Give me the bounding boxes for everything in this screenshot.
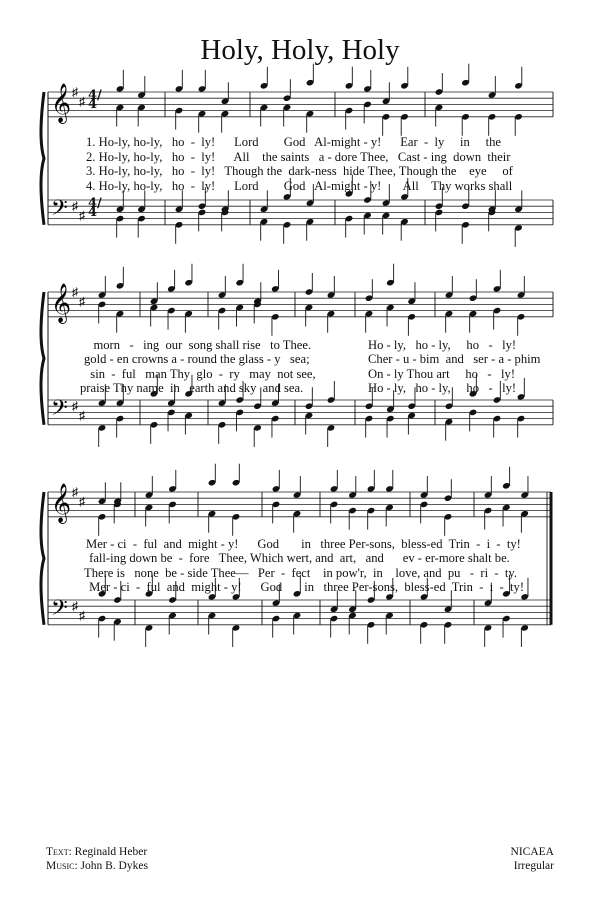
meter: Irregular [513,860,554,872]
sharp-icon: ♯ [72,199,78,214]
lyric-verse-1-line-2: morn - ing our song shall rise to Thee. [84,338,312,352]
lyric-verse-3-line-1: 3. Ho-ly, ho-ly, ho - ly! Though the dark-ness hide Thee, Though the eye of [86,164,513,178]
music-label: Music: [46,860,78,872]
treble-clef: 𝄞 [51,483,72,523]
treble-clef: 𝄞 [51,283,72,323]
sharp-icon: ♯ [79,208,85,223]
time-signature-treble: 4/4 [88,88,102,112]
lyric-verse-3-line-2b: On - ly Thou art ho - ly! [368,367,516,381]
lyric-verse-3-line-2: sin - ful man Thy glo - ry may not see, [84,367,316,381]
lyric-verse-2-line-3: fall-ing down be - fore Thee, Which wert, and art, and ev - er-more shalt be. [86,551,510,565]
lyric-verse-1-line-2b: Ho - ly, ho - ly, ho - ly! [368,338,517,352]
sharp-icon: ♯ [72,85,78,99]
brace [41,292,44,425]
bass-clef: 𝄢 [51,396,68,426]
music-author: John B. Dykes [80,860,148,872]
sharp-icon: ♯ [79,608,85,623]
lyric-verse-4-line-2: praise Thy name in earth and sky and sea. [80,381,304,395]
treble-clef: 𝄞 [51,83,72,123]
lyric-verse-2-line-2b: Cher - u - bim and ser - a - phim [368,352,541,366]
lyric-verse-1-line-3: Mer - ci - ful and might - y! God in three Per-sons, bless-ed Trin - i - ty! [86,537,521,551]
sharp-icon: ♯ [79,294,85,309]
text-label: Text: [46,846,72,858]
lyric-verse-4-line-1: 4. Ho-ly, ho-ly, ho - ly! Lord God Al-might - y! All Thy works shall [86,179,513,193]
bass-clef: 𝄢 [51,596,68,626]
sharp-icon: ♯ [72,485,78,499]
lyric-verse-2-line-1: 2. Ho-ly, ho-ly, ho - ly! All the saints a - dore Thee, Cast - ing down their [86,150,511,164]
text-author: Reginald Heber [74,846,148,858]
text-credit [46,845,147,859]
sharp-icon: ♯ [72,399,78,414]
lyric-verse-4-line-2b: Ho - ly, ho - ly, ho - ly! [368,381,517,395]
sharp-icon: ♯ [72,599,78,614]
hymn-title: Holy, Holy, Holy [200,34,400,66]
lyric-verse-1-line-1: 1. Ho-ly, ho-ly, ho - ly! Lord God Al-might - y! Ear - ly in the [86,135,501,149]
sharp-icon: ♯ [79,494,85,509]
time-signature-bass: 4/4 [88,196,102,220]
sharp-icon: ♯ [79,94,85,109]
brace [41,492,44,625]
bass-clef: 𝄢 [51,196,68,226]
lyric-verse-3-line-3: There is none be - side Thee— Per - fect in pow'r, in love, and pu - ri - ty. [84,566,517,580]
lyric-verse-2-line-2: gold - en crowns a - round the glass - y sea; [84,352,310,366]
music-credit [46,859,148,873]
sharp-icon: ♯ [79,408,85,423]
tune-name: NICAEA [510,846,554,858]
sharp-icon: ♯ [72,285,78,299]
brace [41,92,44,225]
lyric-verse-4-line-3: Mer - ci - ful and might - y! God in three Per-sons, bless-ed Trin - i - ty! [86,580,525,594]
